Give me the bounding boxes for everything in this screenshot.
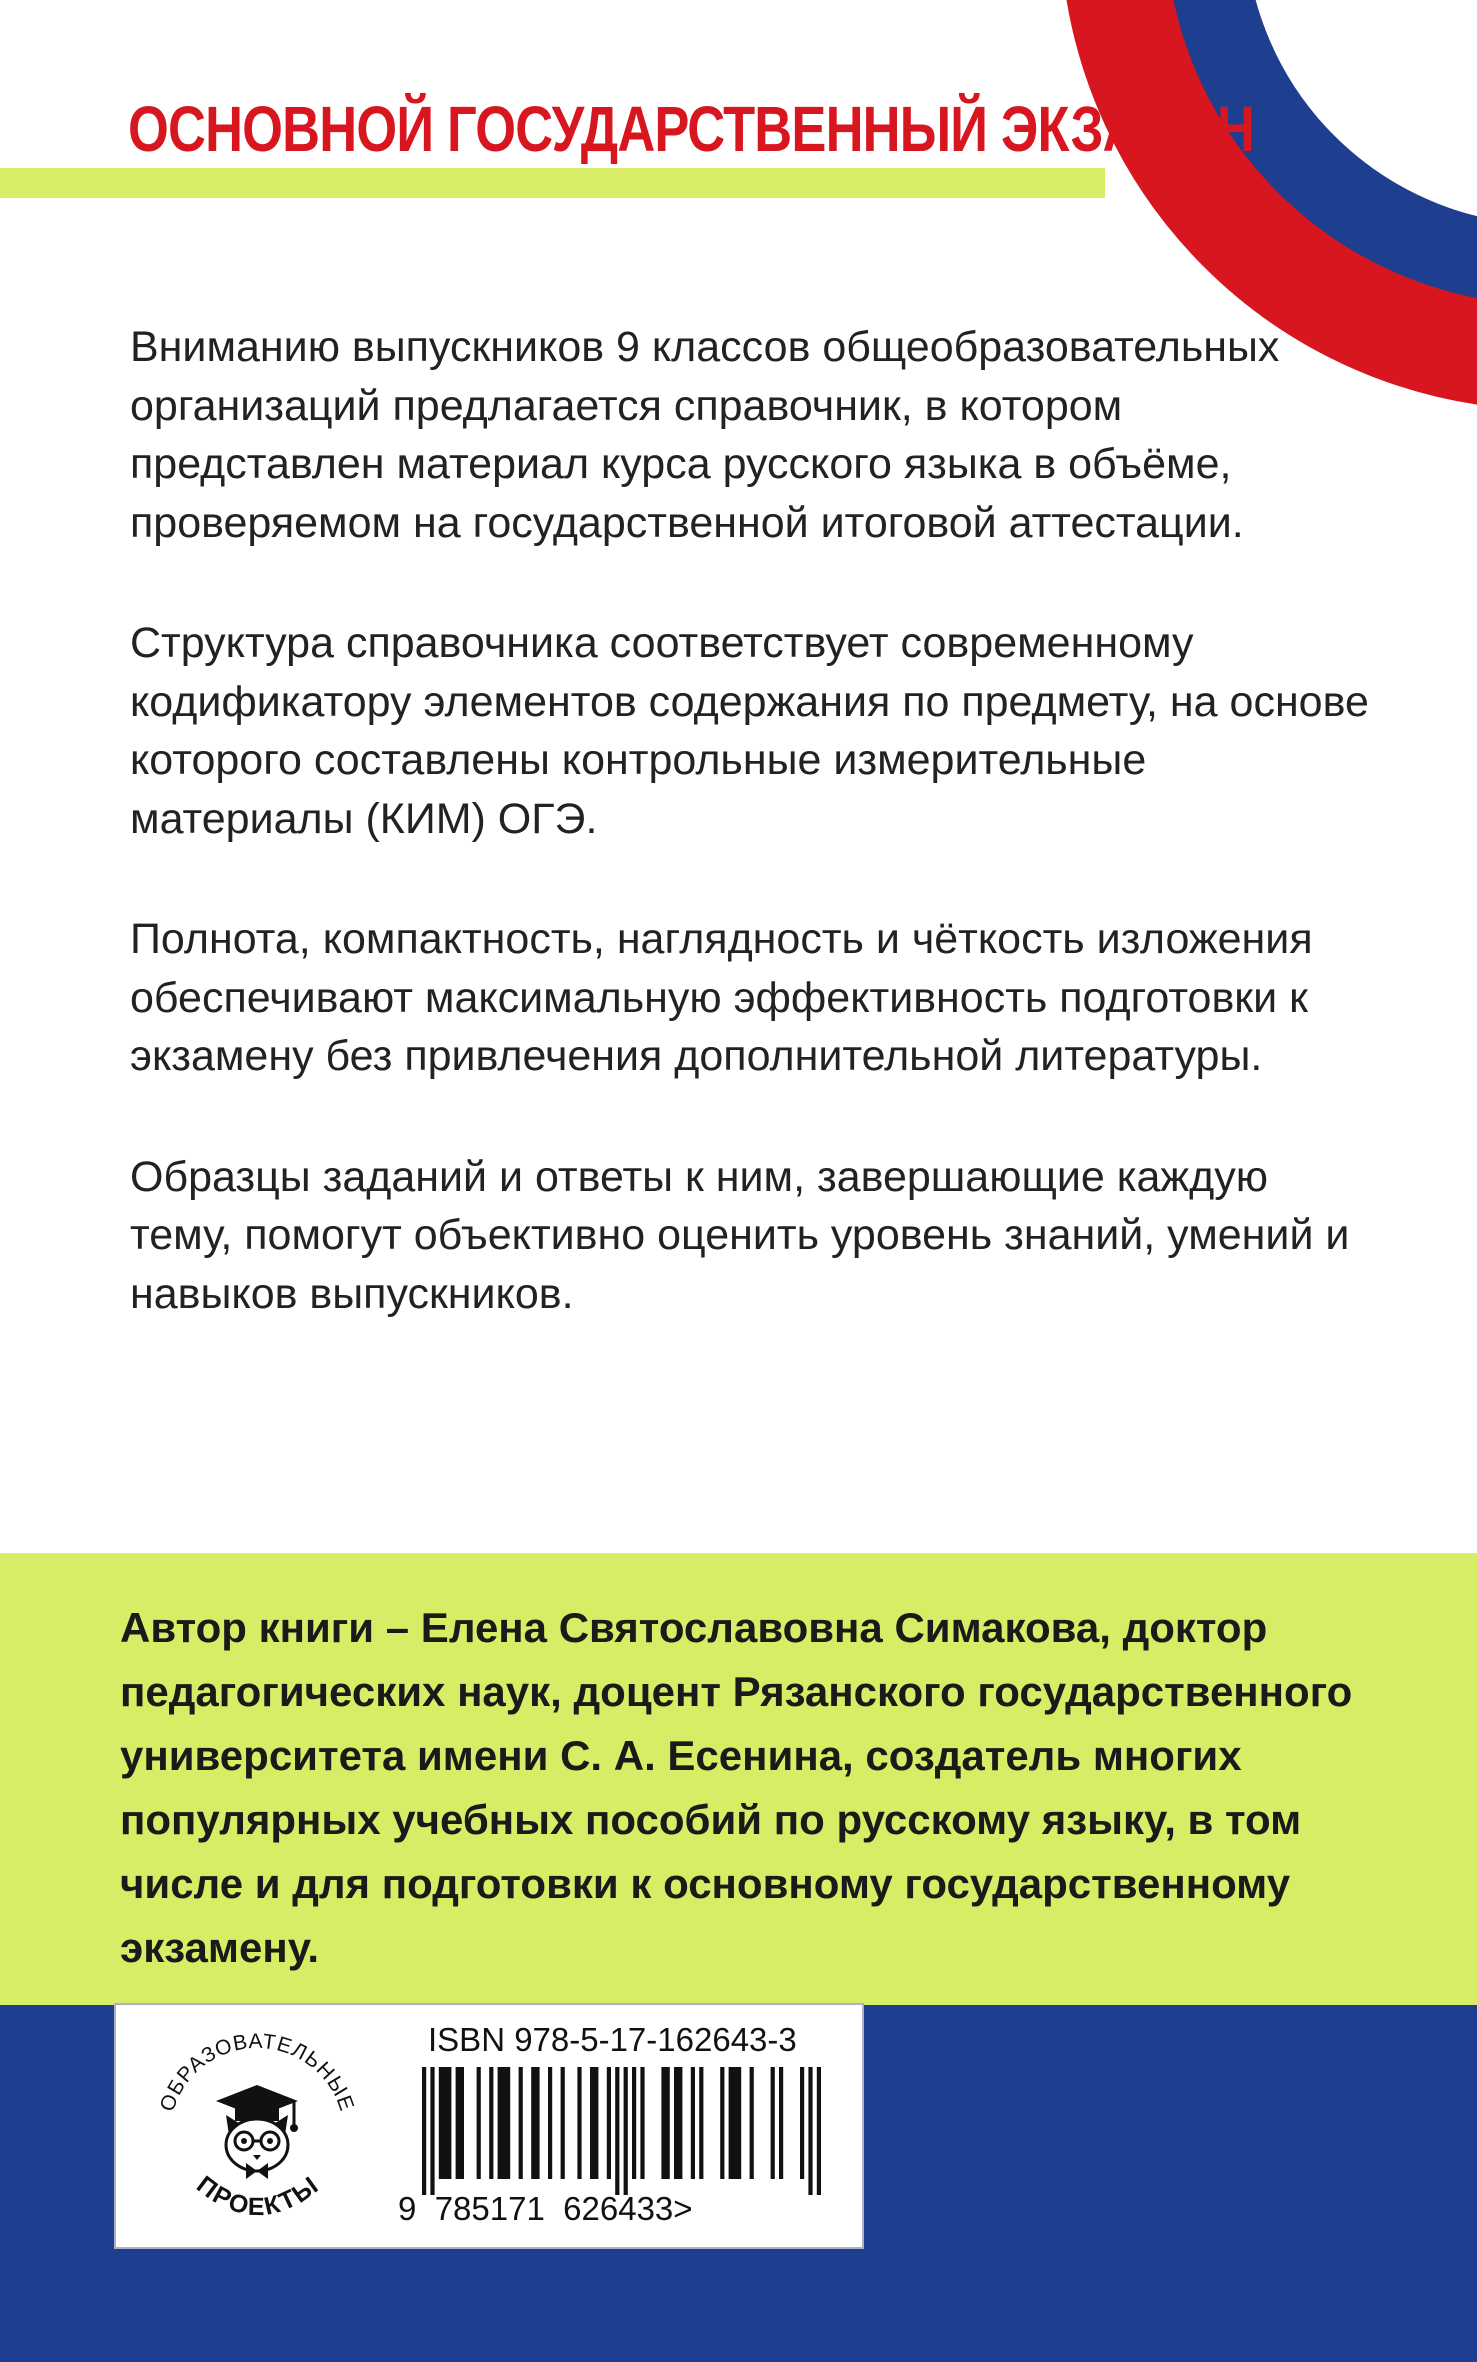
barcode-bar <box>456 2067 464 2179</box>
barcode-bar <box>771 2067 775 2179</box>
barcode-bar <box>720 2067 724 2179</box>
barcode-bar <box>498 2067 511 2179</box>
barcode-bar <box>477 2067 481 2179</box>
barcode <box>422 2067 842 2197</box>
barcode-bar <box>531 2067 539 2179</box>
barcode-bar <box>607 2067 611 2179</box>
description-paragraph: Полнота, компактность, наглядность и чёткость изложения обеспечивают максимальную эффективность подготовки к экзамену без привлечения дополнительной литературы. <box>130 915 1313 1080</box>
barcode-bar <box>548 2067 552 2179</box>
barcode-bar <box>674 2067 682 2179</box>
barcode-guard-bar <box>430 2067 434 2195</box>
publisher-label <box>114 2003 864 2249</box>
barcode-bar <box>800 2067 804 2179</box>
logo-top-text: ОБРАЗОВАТЕЛЬНЫЕ <box>155 2029 359 2115</box>
logo-bottom-text: ПРОЕКТЫ <box>191 2170 325 2222</box>
barcode-bar <box>632 2067 636 2179</box>
barcode-guard-bar <box>817 2067 821 2195</box>
series-title: ОСНОВНОЙ ГОСУДАРСТВЕННЫЙ ЭКЗАМЕН <box>128 93 1254 165</box>
barcode-bar <box>561 2067 565 2179</box>
barcode-bar <box>590 2067 598 2179</box>
barcode-bar <box>519 2067 523 2179</box>
barcode-bar <box>577 2067 581 2179</box>
barcode-guard-bar <box>615 2067 619 2195</box>
barcode-guard-bar <box>808 2067 812 2195</box>
barcode-bar <box>729 2067 742 2179</box>
barcode-bar <box>439 2067 452 2179</box>
barcode-bar <box>779 2067 783 2179</box>
author-bio: Автор книги – Елена Святославовна Симакова, доктор педагогических наук, доцент Рязанского государственного университета имени С. А. Есенина, создатель многих популярных учебных пособий по русскому языку, в том числе и для подготовки к основному государственному экзамену. <box>120 1604 1353 1971</box>
author-section <box>0 1553 1477 2005</box>
barcode-guard-bar <box>422 2067 426 2195</box>
isbn-number: ISBN 978-5-17-162643-3 <box>428 2021 797 2058</box>
barcode-digits <box>398 2190 693 2228</box>
publisher-logo <box>134 2013 384 2243</box>
description-paragraph: Образцы заданий и ответы к ним, завершающие каждую тему, помогут объективно оценить уровень знаний, умений и навыков выпускников. <box>130 1152 1350 1318</box>
barcode-bar <box>489 2067 493 2179</box>
cat-mortarboard-icon <box>216 2085 298 2179</box>
barcode-left-group: 785171 <box>434 2190 545 2227</box>
description-paragraph: Структура справочника соответствует современному кодификатору элементов содержания по предмету, на основе которого составлены контрольные измерительные материалы (КИМ) ОГЭ. <box>130 619 1369 843</box>
description-paragraph: Вниманию выпускников 9 классов общеобразовательных организаций предлагается справочник, в котором представлен материал курса русского языка в объёме, проверяемом на государственной итоговой аттестации. <box>130 323 1280 547</box>
barcode-first-digit: 9 <box>398 2190 417 2227</box>
barcode-right-group: 626433 <box>563 2190 674 2227</box>
barcode-bar <box>661 2067 669 2179</box>
description <box>130 318 1380 1385</box>
barcode-bar <box>699 2067 703 2179</box>
barcode-guard-bar <box>624 2067 628 2195</box>
barcode-bar <box>691 2067 695 2179</box>
barcode-end-mark: > <box>673 2190 693 2227</box>
barcode-bar <box>640 2067 644 2179</box>
title-underline-band <box>0 168 1105 198</box>
barcode-bar <box>750 2067 754 2179</box>
